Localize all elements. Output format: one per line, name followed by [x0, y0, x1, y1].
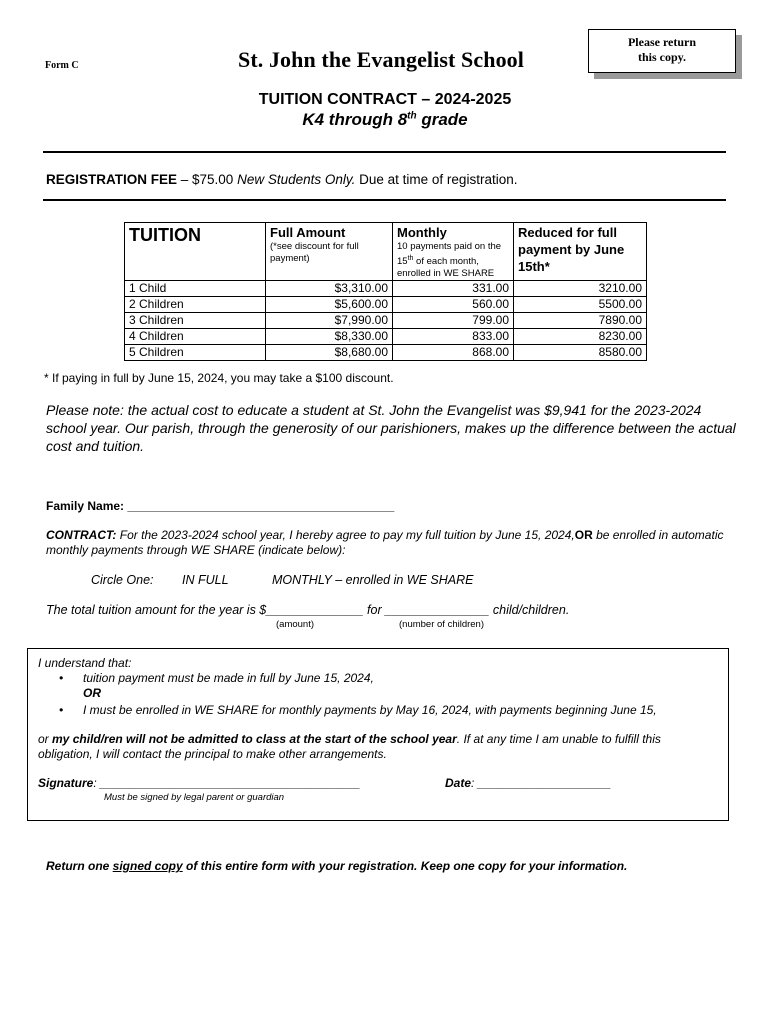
signature-line[interactable]: : _______________________________________: [93, 776, 361, 790]
bullet-dot-1: •: [59, 671, 64, 685]
grade-suffix: grade: [416, 110, 468, 129]
understanding-box: [27, 648, 729, 821]
grade-sup: th: [407, 110, 417, 122]
monthly-cell: 799.00: [393, 313, 514, 329]
monthly-cell: 560.00: [393, 297, 514, 313]
contract-label: CONTRACT:: [46, 528, 117, 542]
date-label: Date: [445, 776, 472, 790]
bullet-1: tuition payment must be made in full by June 15, 2024,: [83, 671, 374, 685]
grade-title: [0, 110, 770, 130]
table-row: [125, 345, 647, 361]
reduced-cell: 3210.00: [514, 281, 647, 297]
monthly-header: Monthly: [397, 225, 447, 240]
full-amount-subheader: (*see discount for full payment): [270, 241, 359, 264]
tuition-table: [124, 222, 647, 361]
admission-b: . If at any time I am unable to fulfill this obligation, I will contact the principal to make other arrangements.: [38, 732, 661, 761]
understand-intro: I understand that:: [38, 656, 132, 670]
row-label: 4 Children: [125, 329, 266, 345]
admission-a: or: [38, 732, 53, 746]
return-note-line2: this copy.: [637, 50, 686, 64]
tuition-header: TUITION: [129, 225, 201, 245]
registration-label: REGISTRATION FEE: [46, 172, 178, 187]
please-note: Please note: the actual cost to educate a student at St. John the Evangelist was $9,941 for the 2023-2024 school year. Our parish, through the generosity of our parishioners, makes up the difference between the actual cost and tuition.: [46, 402, 736, 454]
tuition-table-header: [125, 223, 647, 281]
circle-one-label: Circle One:: [91, 573, 154, 587]
row-label: 5 Children: [125, 345, 266, 361]
grade-prefix: K4 through 8: [302, 110, 408, 129]
contract-text-a: For the 2023-2024 school year, I hereby agree to pay my full tuition by June 15, 2024,: [116, 528, 575, 542]
return-b: of this entire form with your registration. Keep one copy for your information.: [182, 859, 628, 873]
contract-text-b: be enrolled in automatic monthly payments through WE SHARE (indicate below):: [46, 528, 724, 557]
discount-footnote: * If paying in full by June 15, 2024, you may take a $100 discount.: [44, 371, 394, 385]
contract-text: [46, 528, 726, 558]
option-in-full[interactable]: IN FULL: [182, 573, 229, 587]
monthly-cell: 331.00: [393, 281, 514, 297]
admission-bold: my child/ren will not be admitted to class at the start of the school year: [52, 732, 457, 746]
school-title: St. John the Evangelist School: [238, 47, 524, 72]
family-name-field[interactable]: Family Name: ________________________________________: [46, 499, 395, 513]
return-underlined: signed copy: [112, 859, 183, 873]
children-caption: (number of children): [399, 619, 485, 630]
monthly-cell: 833.00: [393, 329, 514, 345]
return-a: Return one: [46, 859, 113, 873]
full-amount-cell: $5,600.00: [266, 297, 393, 313]
reduced-cell: 5500.00: [514, 297, 647, 313]
row-label: 1 Child: [125, 281, 266, 297]
table-row: [125, 281, 647, 297]
reduced-cell: 7890.00: [514, 313, 647, 329]
divider-bottom: [43, 199, 726, 201]
signature-caption: Must be signed by legal parent or guardian: [104, 792, 285, 803]
bullet-1-or: OR: [83, 686, 101, 700]
registration-amount: – $75.00: [177, 172, 238, 187]
table-row: [125, 329, 647, 345]
signature-label: Signature: [38, 776, 94, 790]
return-note-line1: Please return: [627, 35, 697, 49]
monthly-cell: 868.00: [393, 345, 514, 361]
full-amount-cell: $8,330.00: [266, 329, 393, 345]
row-label: 2 Children: [125, 297, 266, 313]
full-amount-cell: $3,310.00: [266, 281, 393, 297]
reduced-header: Reduced for full payment by June 15th*: [518, 225, 625, 274]
admission-warning: [38, 732, 710, 762]
bullet-2: I must be enrolled in WE SHARE for monthly payments by May 16, 2024, with payments beginning June 15,: [83, 703, 657, 717]
full-amount-cell: $8,680.00: [266, 345, 393, 361]
signature-field[interactable]: [38, 776, 360, 790]
amount-caption: (amount): [276, 619, 315, 630]
date-field[interactable]: [445, 776, 611, 790]
return-note-box: [588, 29, 736, 73]
row-label: 3 Children: [125, 313, 266, 329]
return-instructions: [46, 859, 627, 873]
full-amount-header: Full Amount: [270, 225, 346, 240]
contract-title: TUITION CONTRACT – 2024-2025: [258, 91, 512, 108]
full-amount-cell: $7,990.00: [266, 313, 393, 329]
table-row: [125, 313, 647, 329]
contract-or: OR: [574, 528, 593, 542]
monthly-subheader: 10 payments paid on the 15th of each month, enrolled in WE SHARE: [397, 241, 502, 280]
registration-fee-line: [46, 172, 517, 187]
total-amount-line[interactable]: The total tuition amount for the year is $______________ for _______________ child/children.: [46, 603, 570, 617]
reduced-cell: 8230.00: [514, 329, 647, 345]
form-label: Form C: [45, 60, 79, 71]
bullet-dot-2: •: [59, 703, 64, 717]
table-row: [125, 297, 647, 313]
date-line[interactable]: : ____________________: [471, 776, 612, 790]
reduced-cell: 8580.00: [514, 345, 647, 361]
divider-top: [43, 151, 726, 153]
registration-due: Due at time of registration.: [355, 172, 518, 187]
registration-qualifier: New Students Only.: [237, 172, 356, 187]
option-monthly[interactable]: MONTHLY – enrolled in WE SHARE: [272, 573, 474, 587]
